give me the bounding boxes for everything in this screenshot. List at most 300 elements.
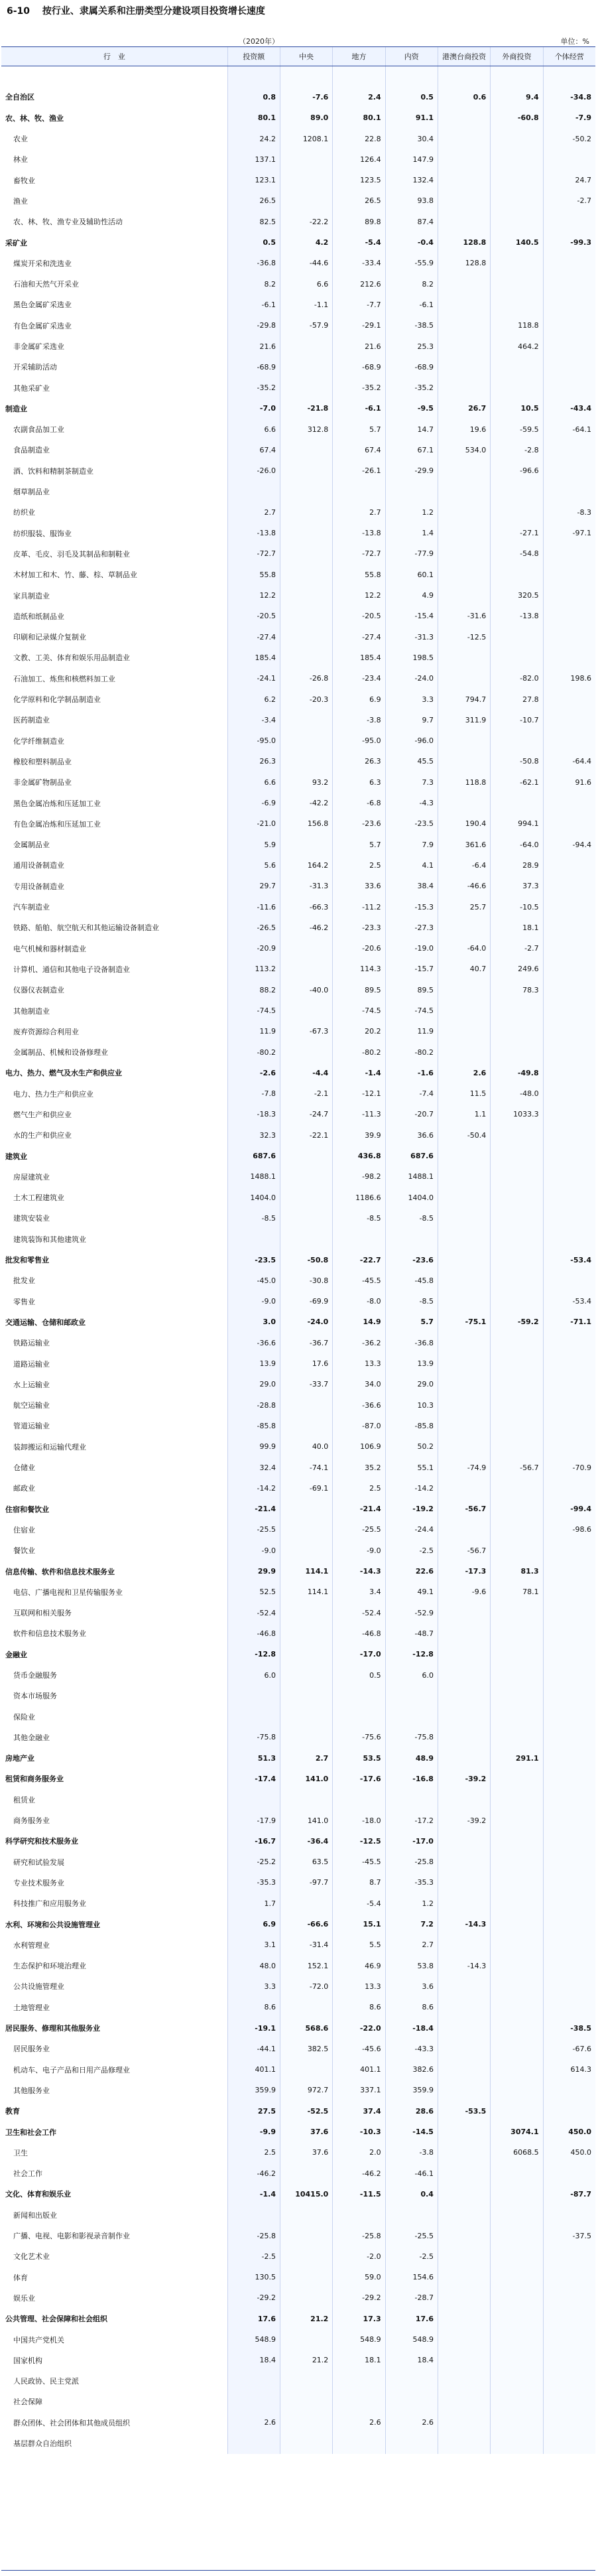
value-cell [543,1187,595,1208]
value-cell: -59.2 [491,1312,543,1332]
value-cell: 382.6 [385,2059,438,2080]
value-cell [385,2392,438,2412]
value-cell: -66.3 [280,896,332,917]
value-cell [543,336,595,356]
value-cell [438,2392,490,2412]
value-cell: 11.9 [227,1021,280,1042]
value-cell [438,1395,490,1416]
industry-name-cell: 体育 [13,2273,28,2282]
table-row [1,1478,595,1499]
value-cell: 18.4 [227,2350,280,2370]
value-cell: -64.0 [491,834,543,854]
value-cell: -38.5 [543,2017,595,2038]
value-cell: -50.4 [438,1125,490,1146]
value-cell: 99.9 [227,1436,280,1457]
value-cell [280,2059,332,2080]
value-cell: -23.5 [227,1249,280,1270]
table-row [1,1395,595,1416]
industry-name-cell: 水利管理业 [13,1940,50,1950]
table-row [1,710,595,730]
industry-name-cell: 商务服务业 [13,1816,50,1826]
value-cell [491,1706,543,1727]
value-cell [543,1125,595,1146]
value-cell [385,2433,438,2453]
value-cell: 6.6 [280,273,332,294]
value-cell [385,1706,438,1727]
value-cell: 27.8 [491,689,543,709]
value-cell: 38.4 [385,876,438,896]
value-cell [438,1519,490,1540]
industry-name-cell: 新闻和出版业 [13,2210,57,2220]
value-cell: -69.9 [280,1291,332,1312]
value-cell [543,980,595,1000]
value-cell: 249.6 [491,959,543,979]
table-row [1,834,595,854]
value-cell [491,357,543,377]
industry-name-cell: 非金属矿采选业 [13,342,64,351]
industry-name-cell: 土木工程建筑业 [13,1193,64,1203]
value-cell: 2.0 [333,2142,385,2163]
value-cell: -56.7 [491,1457,543,1477]
value-cell [385,1789,438,1810]
value-cell: 20.2 [333,1021,385,1042]
value-cell [438,481,490,502]
value-cell [438,1436,490,1457]
value-cell [543,855,595,876]
value-cell: 29.0 [227,1374,280,1394]
value-cell: -46.1 [385,2163,438,2183]
table-row [1,2246,595,2267]
value-cell: 13.9 [227,1353,280,1374]
table-row [1,2204,595,2225]
table-row [1,1457,595,1477]
investment-growth-table [1,46,595,2454]
value-cell: 3.0 [227,1312,280,1332]
value-cell: 82.5 [227,212,280,232]
value-cell: 2.7 [280,1748,332,1769]
value-cell [543,295,595,315]
value-cell: -24.0 [280,1312,332,1332]
value-cell: -35.3 [227,1872,280,1893]
value-cell: 436.8 [333,1146,385,1166]
value-cell [280,481,332,502]
table-row [1,419,595,440]
value-cell: -67.3 [280,1021,332,1042]
value-cell: 185.4 [227,647,280,668]
value-cell: -29.9 [385,460,438,481]
value-cell: -45.0 [227,1270,280,1291]
value-cell [543,273,595,294]
value-cell: -14.3 [333,1561,385,1582]
table-row [1,1810,595,1830]
value-cell [543,1146,595,1166]
value-cell [438,357,490,377]
value-cell: -12.5 [333,1831,385,1852]
value-cell: 32.3 [227,1125,280,1146]
value-cell: 0.6 [438,87,490,107]
value-cell [543,2080,595,2100]
value-cell: 12.2 [333,585,385,606]
value-cell [491,1478,543,1499]
value-cell [491,2329,543,2350]
value-cell [438,295,490,315]
table-row [1,1789,595,1810]
value-cell [543,793,595,813]
value-cell: -49.8 [491,1063,543,1083]
value-cell: 15.1 [333,1914,385,1934]
value-cell: -50.2 [543,128,595,149]
table-row-category [1,2017,595,2038]
industry-name-cell: 文教、工美、体育和娱乐用品制造业 [13,653,130,663]
table-row [1,523,595,543]
table-row [1,1582,595,1602]
value-cell [543,377,595,398]
value-cell: -7.4 [385,1083,438,1104]
value-cell: 6.6 [227,419,280,440]
value-cell: 46.9 [333,1956,385,1976]
value-cell [543,2267,595,2287]
value-cell: 534.0 [438,440,490,460]
industry-name-cell [1,66,227,87]
value-cell: -7.7 [333,295,385,315]
value-cell: -6.1 [227,295,280,315]
table-row [1,2225,595,2246]
value-cell: 137.1 [227,149,280,170]
value-cell: 50.2 [385,1436,438,1457]
industry-name-cell: 道路运输业 [13,1359,50,1369]
value-cell: -22.0 [333,2017,385,2038]
value-cell [280,357,332,377]
value-cell: 40.0 [280,1436,332,1457]
value-cell: 18.1 [333,2350,385,2370]
value-cell: -12.8 [385,1644,438,1664]
value-cell [543,543,595,564]
value-cell [491,2080,543,2100]
header-col-4: 内资 [385,47,438,66]
value-cell: -24.1 [227,668,280,689]
industry-name-cell: 房屋建筑业 [13,1172,50,1182]
value-cell [227,66,280,87]
value-cell: -98.6 [543,1519,595,1540]
value-cell: 361.6 [438,834,490,854]
value-cell: -40.0 [280,980,332,1000]
industry-name-cell: 纺织业 [13,508,35,517]
table-row [1,2350,595,2370]
value-cell: 794.7 [438,689,490,709]
value-cell [491,1872,543,1893]
value-cell [491,2017,543,2038]
value-cell: 11.5 [438,1083,490,1104]
table-row [1,460,595,481]
value-cell [438,2163,490,2183]
industry-name-cell: 交通运输、仓储和邮政业 [5,1318,86,1327]
value-cell: -14.2 [227,1478,280,1499]
table-row [1,1125,595,1146]
value-cell [491,2225,543,2246]
value-cell: -46.8 [333,1623,385,1644]
table-row [1,689,595,709]
value-cell [543,1769,595,1789]
value-cell [280,1208,332,1229]
value-cell: -2.8 [491,440,543,460]
value-cell: -21.4 [333,1499,385,1519]
value-cell: 6.9 [333,689,385,709]
value-cell: -9.5 [385,398,438,419]
value-cell: 1488.1 [227,1166,280,1187]
value-cell [438,212,490,232]
value-cell [280,565,332,585]
table-row [1,1333,595,1353]
industry-name-cell: 医药制造业 [13,716,50,725]
value-cell: -44.1 [227,2039,280,2059]
value-cell: 6.0 [385,1664,438,1685]
value-cell: 13.3 [333,1976,385,1997]
value-cell [438,793,490,813]
value-cell: 3.4 [333,1582,385,1602]
value-cell [438,2142,490,2163]
value-cell: -22.7 [333,1249,385,1270]
value-cell [280,2433,332,2453]
value-cell [280,460,332,481]
value-cell: -94.4 [543,834,595,854]
value-cell: 53.8 [385,1956,438,1976]
value-cell: 0.4 [385,2184,438,2204]
industry-name-cell: 家具制造业 [13,591,50,600]
table-row [1,565,595,585]
value-cell: 212.6 [333,273,385,294]
value-cell: 5.7 [385,1312,438,1332]
value-cell [543,1021,595,1042]
value-cell [438,1976,490,1997]
value-cell [438,1644,490,1664]
value-cell [438,1021,490,1042]
table-row [1,876,595,896]
value-cell [333,2370,385,2391]
table-row [1,2392,595,2412]
value-cell: -10.7 [491,710,543,730]
value-cell [491,1353,543,1374]
value-cell: 8.6 [385,1997,438,2017]
value-cell [227,1789,280,1810]
industry-name-cell: 国家机构 [13,2356,42,2365]
value-cell: 1488.1 [385,1166,438,1187]
value-cell: -72.7 [227,543,280,564]
data-table-container [1,46,595,2575]
value-cell [438,336,490,356]
value-cell [438,2329,490,2350]
value-cell [491,1166,543,1187]
value-cell: 24.7 [543,170,595,190]
table-row [1,1416,595,1436]
value-cell: -35.2 [333,377,385,398]
value-cell [543,2287,595,2308]
value-cell: -55.9 [385,253,438,273]
value-cell: 548.9 [333,2329,385,2350]
unit-label: 单位：% [560,37,589,46]
value-cell: -43.3 [385,2039,438,2059]
value-cell: -68.9 [385,357,438,377]
table-row [1,1000,595,1021]
table-row [1,357,595,377]
industry-name-cell: 社会保障 [13,2398,42,2407]
value-cell [438,1934,490,1955]
table-row [1,1872,595,1893]
value-cell [543,606,595,626]
value-cell: 1.1 [438,1104,490,1124]
value-cell [280,1000,332,1021]
value-cell: 18.4 [385,2350,438,2370]
value-cell: 1404.0 [227,1187,280,1208]
value-cell [543,1956,595,1976]
value-cell: -26.8 [280,668,332,689]
table-row-category [1,87,595,107]
industry-name-cell: 皮革、毛皮、羽毛及其制品和制鞋业 [13,549,130,559]
value-cell [280,2204,332,2225]
value-cell: -9.0 [227,1291,280,1312]
value-cell: 17.3 [333,2309,385,2329]
value-cell [543,2433,595,2453]
value-cell [543,1561,595,1582]
value-cell: 994.1 [491,813,543,834]
value-cell: -2.5 [385,2246,438,2267]
table-header [1,47,595,66]
table-row-category [1,1249,595,1270]
value-cell [227,2204,280,2225]
value-cell: 6.3 [333,772,385,793]
value-cell: -2.6 [227,1063,280,1083]
value-cell [280,1997,332,2017]
value-cell [491,2059,543,2080]
value-cell: 89.8 [333,212,385,232]
industry-name-cell: 批发和零售业 [5,1256,49,1265]
value-cell [280,2370,332,2391]
table-row-category [1,1644,595,1664]
value-cell [438,1623,490,1644]
industry-name-cell: 非金属矿物制品业 [13,778,72,787]
value-cell [438,2412,490,2433]
industry-name-cell: 电力、热力生产和供应业 [13,1089,93,1099]
value-cell: -8.5 [385,1208,438,1229]
value-cell: 8.2 [227,273,280,294]
value-cell [438,917,490,938]
value-cell: -82.0 [491,668,543,689]
value-cell: -97.1 [543,523,595,543]
table-body [1,66,595,2454]
value-cell [280,2225,332,2246]
industry-name-cell: 计算机、通信和其他电子设备制造业 [13,965,130,974]
table-row [1,1436,595,1457]
value-cell: 3.3 [385,689,438,709]
value-cell: 185.4 [333,647,385,668]
value-cell: 78.1 [491,1582,543,1602]
table-row [1,1852,595,1872]
value-cell: -16.7 [227,1831,280,1852]
value-cell [491,481,543,502]
value-cell: -74.5 [227,1000,280,1021]
value-cell: -52.4 [333,1602,385,1623]
table-row [1,481,595,502]
table-row [1,606,595,626]
value-cell: -1.4 [333,1063,385,1083]
value-cell [543,1540,595,1561]
value-cell [543,1063,595,1083]
value-cell: -39.2 [438,1769,490,1789]
table-row [1,1353,595,1374]
value-cell: -35.2 [227,377,280,398]
value-cell: -31.4 [280,1934,332,1955]
table-row-category [1,1831,595,1852]
industry-name-cell: 酒、饮料和精制茶制造业 [13,466,93,476]
industry-name-cell: 铁路运输业 [13,1339,50,1348]
industry-name-cell: 社会工作 [13,2169,42,2179]
value-cell [333,2204,385,2225]
value-cell: -8.0 [333,1291,385,1312]
table-row [1,377,595,398]
table-row [1,2329,595,2350]
value-cell [543,710,595,730]
industry-name-cell: 制造业 [5,404,27,413]
value-cell [491,1333,543,1353]
value-cell [438,2433,490,2453]
value-cell: 80.1 [333,107,385,128]
value-cell [543,2246,595,2267]
table-row [1,315,595,336]
value-cell: 55.1 [385,1457,438,1477]
value-cell: 126.4 [333,149,385,170]
value-cell: -45.5 [333,1852,385,1872]
value-cell [385,66,438,87]
value-cell: -54.8 [491,543,543,564]
header-row [1,47,595,66]
value-cell [491,1602,543,1623]
industry-name-cell: 土地管理业 [13,2003,50,2012]
value-cell [227,2433,280,2453]
value-cell [438,1893,490,1914]
value-cell [227,1229,280,1249]
value-cell: -7.9 [543,107,595,128]
industry-name-cell: 化学原料和化学制品制造业 [13,695,101,705]
value-cell: -62.1 [491,772,543,793]
value-cell: -64.1 [543,419,595,440]
value-cell: 5.9 [227,834,280,854]
value-cell: -3.8 [333,710,385,730]
value-cell [543,1208,595,1229]
table-row [1,502,595,523]
value-cell: 8.6 [333,1997,385,2017]
value-cell: 190.4 [438,813,490,834]
value-cell [543,1789,595,1810]
value-cell: -29.2 [227,2287,280,2308]
table-row [1,149,595,170]
value-cell [438,170,490,190]
value-cell: -2.7 [543,190,595,211]
table-row-category [1,1748,595,1769]
value-cell [385,2204,438,2225]
table-row-category [1,1063,595,1083]
value-cell: -60.8 [491,107,543,128]
value-cell [491,1229,543,1249]
value-cell: 14.9 [333,1312,385,1332]
value-cell: -99.4 [543,1499,595,1519]
industry-name-cell: 互联网和相关服务 [13,1609,72,1618]
industry-name-cell: 租赁业 [13,1795,35,1804]
value-cell [543,253,595,273]
value-cell: 401.1 [333,2059,385,2080]
value-cell: 91.6 [543,772,595,793]
value-cell [280,1664,332,1685]
value-cell [438,1333,490,1353]
value-cell: -48.0 [491,1083,543,1104]
